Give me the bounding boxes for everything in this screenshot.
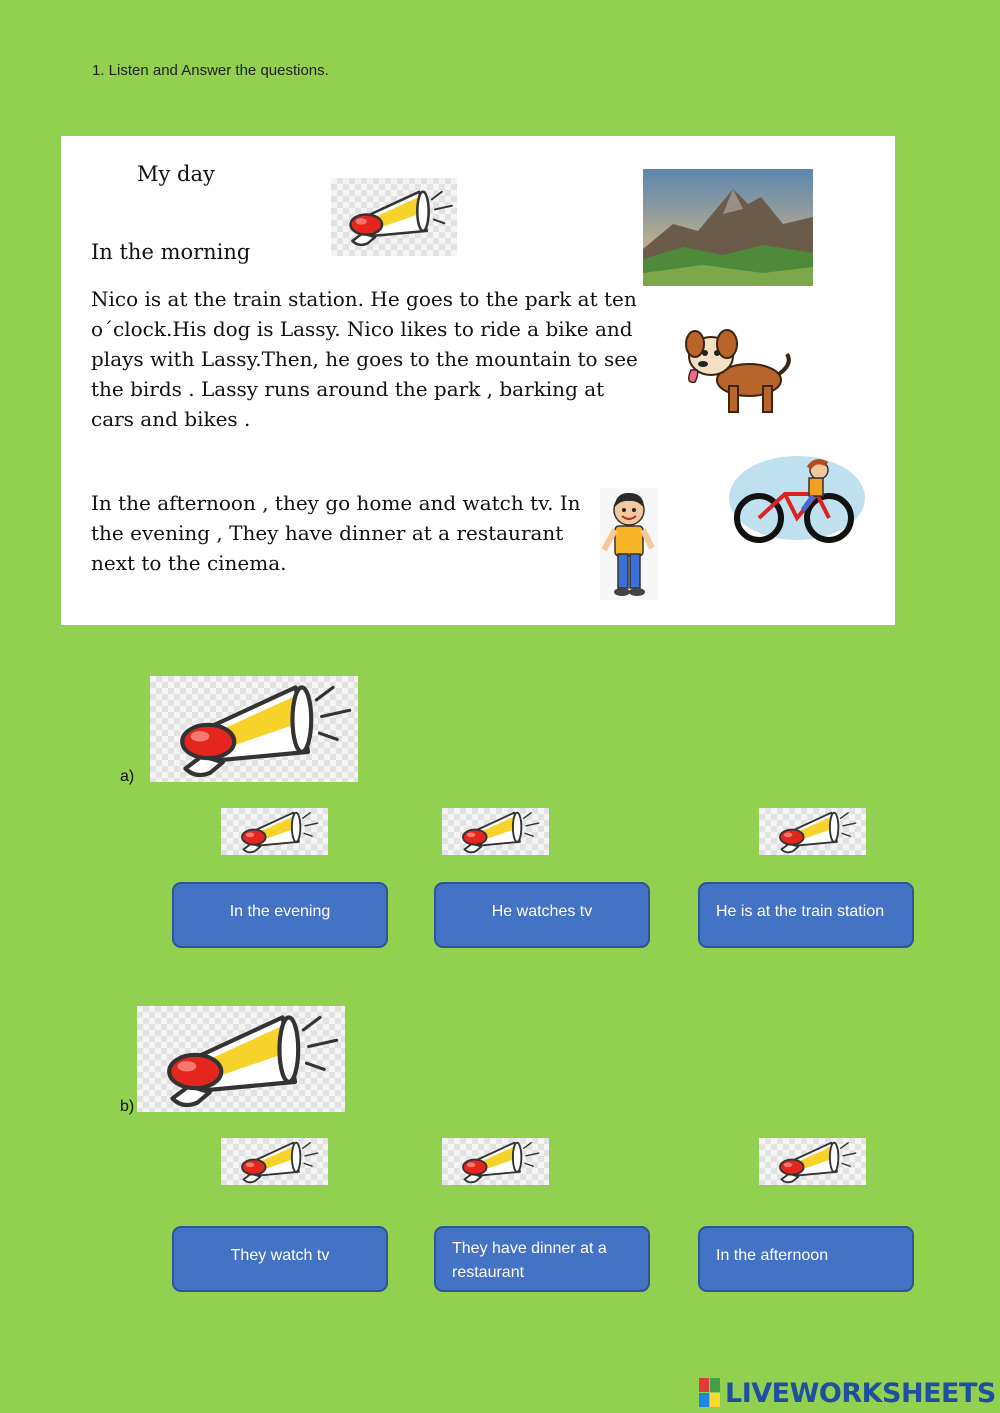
mountain-picture bbox=[643, 169, 813, 286]
answer-b2-audio-button[interactable] bbox=[442, 1138, 549, 1185]
speaker-icon bbox=[759, 808, 866, 855]
question-b-label: b) bbox=[120, 1098, 135, 1115]
answer-b3-audio-button[interactable] bbox=[759, 1138, 866, 1185]
question-a-label: a) bbox=[120, 768, 135, 785]
speaker-icon bbox=[331, 178, 457, 256]
answer-a3-audio-button[interactable] bbox=[759, 808, 866, 855]
speaker-icon bbox=[221, 1138, 328, 1185]
speaker-icon bbox=[137, 1006, 345, 1112]
answer-b3-button[interactable]: In the afternoon bbox=[698, 1226, 914, 1292]
speaker-icon bbox=[759, 1138, 866, 1185]
story-paragraph-morning: Nico is at the train station. He goes to the park at ten o´clock.His dog is Lassy. Nico likes to ride a bike and plays with Lassy.Then, he goes to the mountain to see the birds . Lassy runs around the park , barking at cars and bikes . bbox=[91, 287, 638, 431]
liveworksheets-logo bbox=[699, 1376, 996, 1410]
story-audio-button[interactable] bbox=[331, 178, 457, 256]
answer-a3-button[interactable]: He is at the train station bbox=[698, 882, 914, 948]
boy-picture bbox=[600, 488, 658, 600]
logo-text: LIVEWORKSHEETS bbox=[725, 1377, 996, 1409]
question-b-audio-button[interactable] bbox=[137, 1006, 345, 1112]
speaker-icon bbox=[442, 808, 549, 855]
bike-icon bbox=[727, 454, 867, 550]
mountain-icon bbox=[643, 169, 813, 286]
story-heading-morning: In the morning bbox=[91, 240, 251, 264]
speaker-icon bbox=[442, 1138, 549, 1185]
answer-a2-audio-button[interactable] bbox=[442, 808, 549, 855]
question-a-audio-button[interactable] bbox=[150, 676, 358, 782]
answer-b1-audio-button[interactable] bbox=[221, 1138, 328, 1185]
instruction-text: 1. Listen and Answer the questions. bbox=[92, 62, 329, 79]
dog-icon bbox=[683, 326, 795, 418]
dog-picture bbox=[683, 326, 795, 418]
answer-a1-audio-button[interactable] bbox=[221, 808, 328, 855]
story-panel bbox=[61, 136, 895, 625]
logo-badge-icon bbox=[699, 1378, 721, 1408]
speaker-icon bbox=[221, 808, 328, 855]
story-title: My day bbox=[137, 162, 215, 186]
bike-picture bbox=[727, 454, 867, 550]
answer-b1-button[interactable]: They watch tv bbox=[172, 1226, 388, 1292]
story-paragraph-evening: In the afternoon , they go home and watch tv. In the evening , They have dinner at a restaurant next to the cinema. bbox=[91, 491, 581, 575]
answer-b2-button[interactable]: They have dinner at a restaurant bbox=[434, 1226, 650, 1292]
speaker-icon bbox=[150, 676, 358, 782]
answer-a2-button[interactable]: He watches tv bbox=[434, 882, 650, 948]
boy-icon bbox=[600, 488, 658, 600]
answer-a1-button[interactable]: In the evening bbox=[172, 882, 388, 948]
